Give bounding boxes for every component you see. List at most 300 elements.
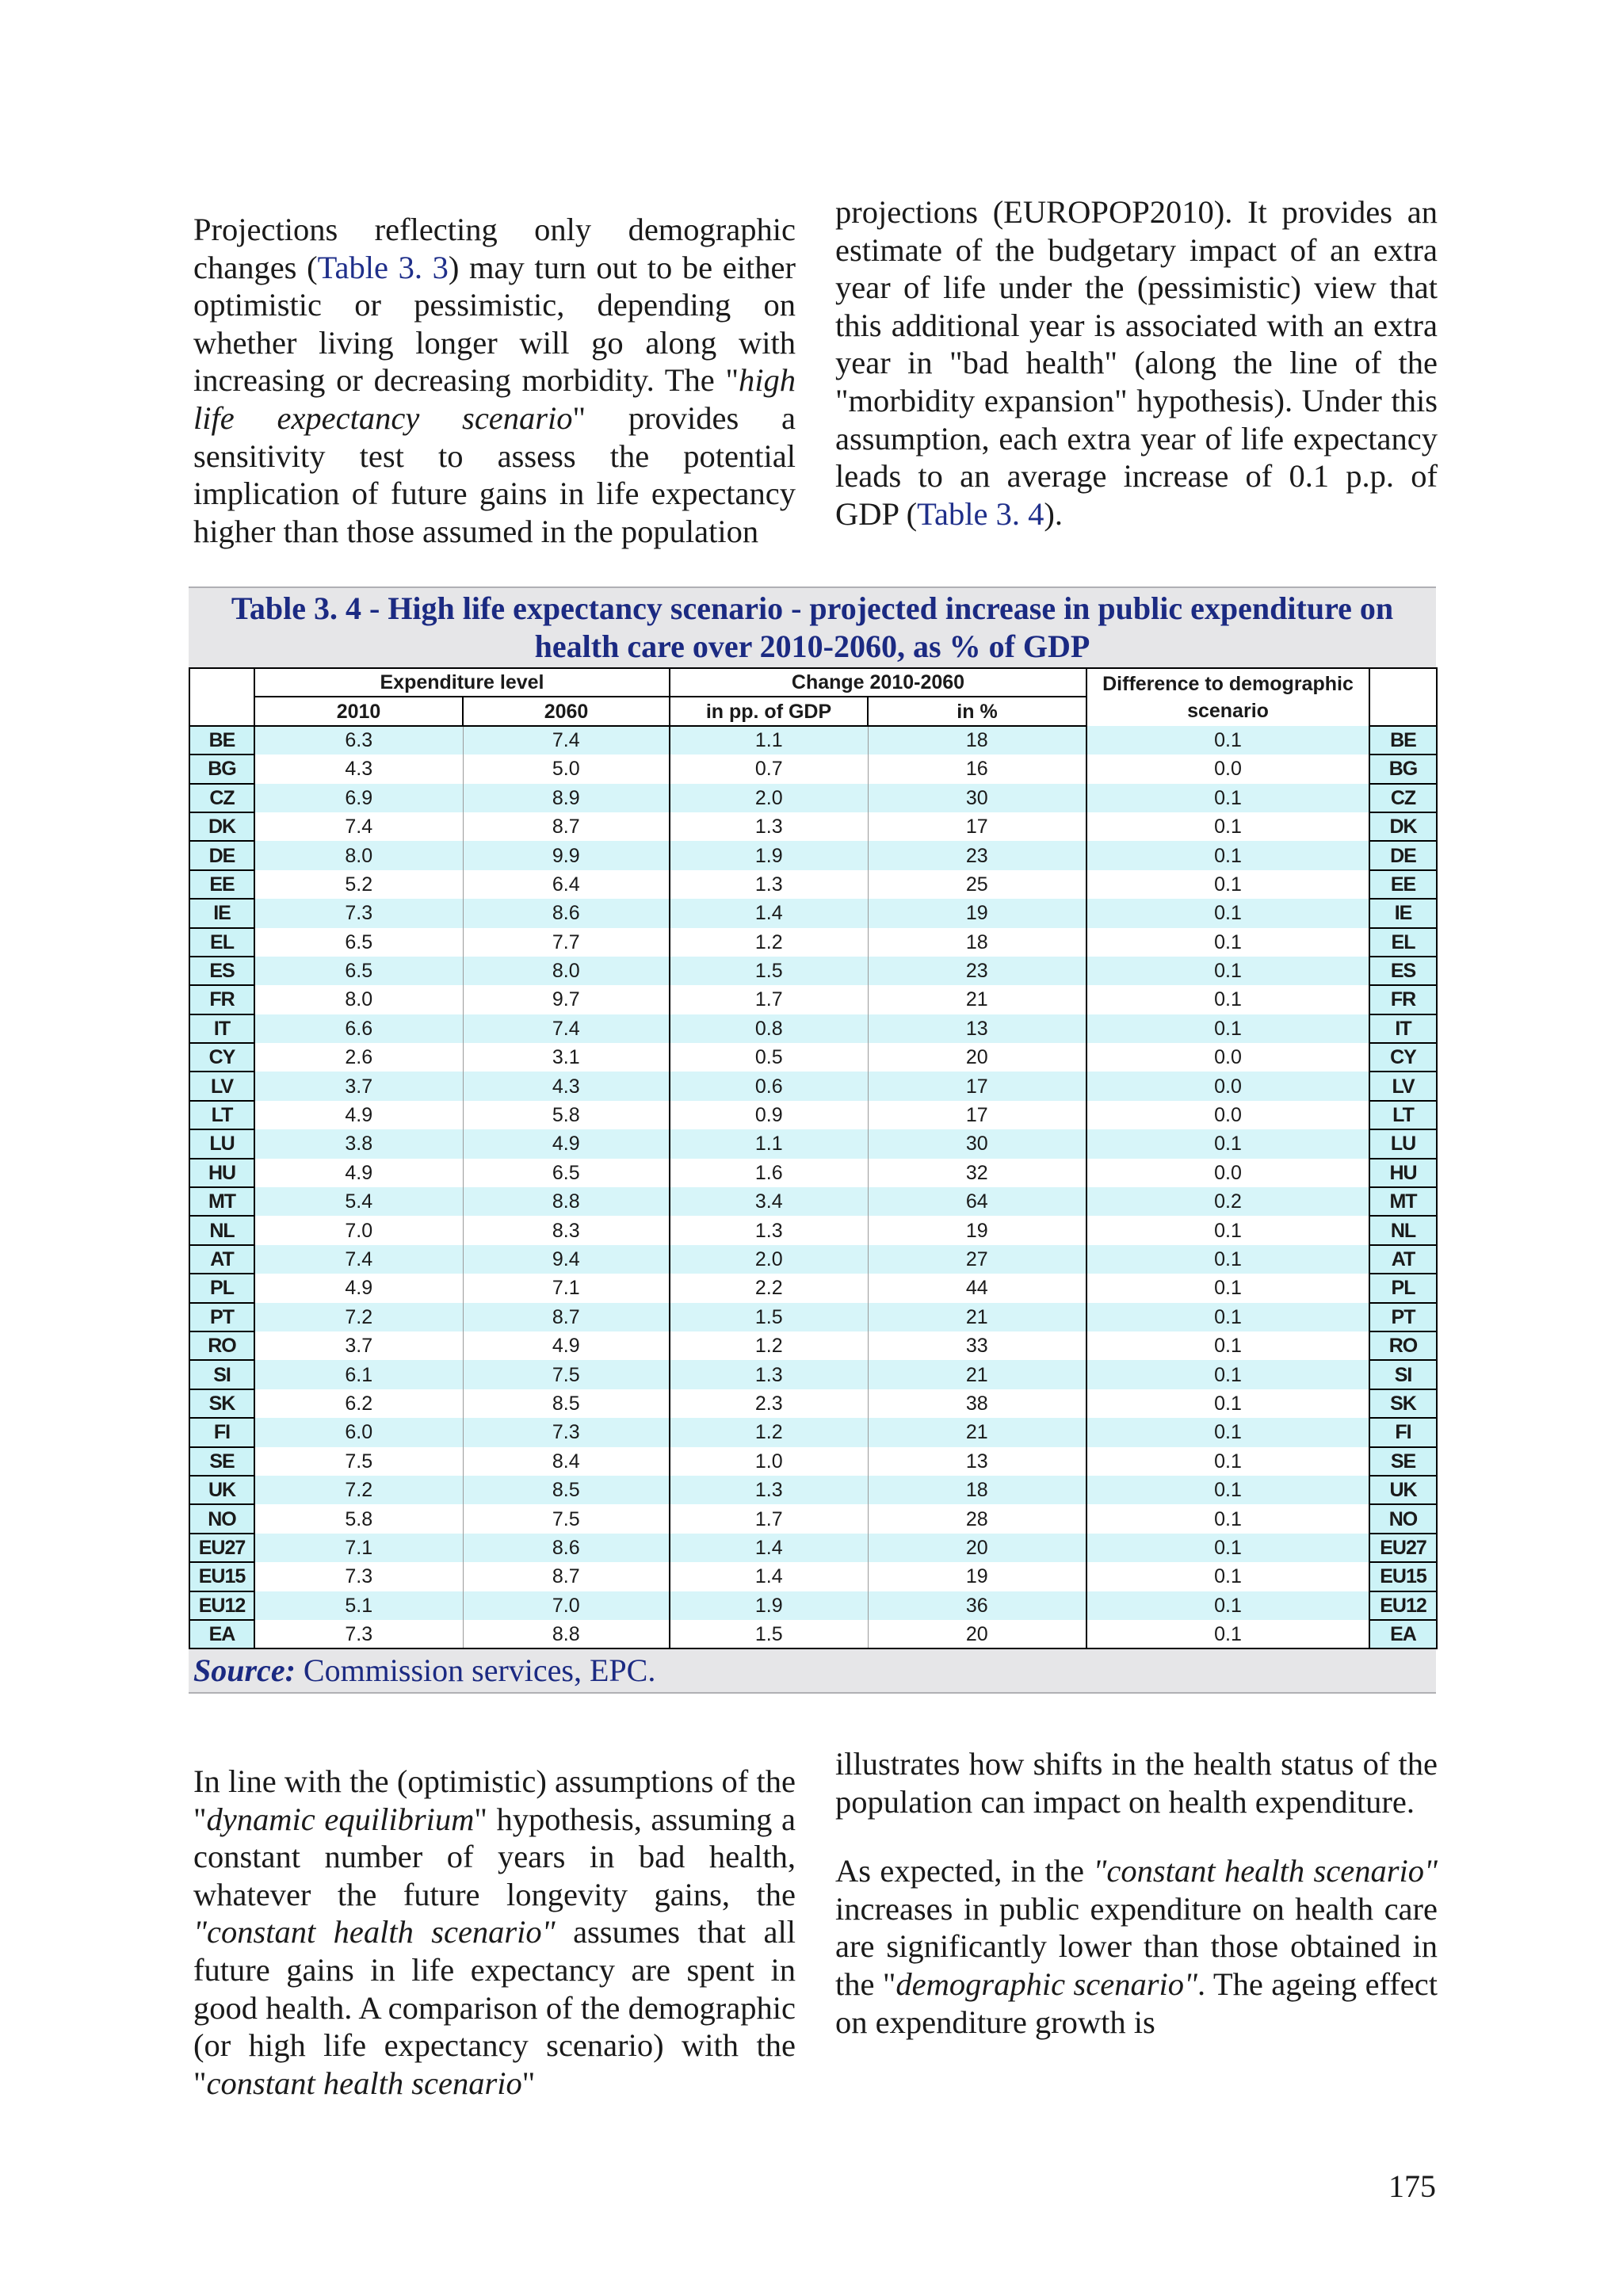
difference-cell: 0.1 <box>1086 928 1369 957</box>
value-2060-cell: 4.3 <box>463 1072 670 1100</box>
value-2060-cell: 8.8 <box>463 1620 670 1648</box>
country-code-cell: LV <box>189 1072 254 1100</box>
table-3-3-link[interactable]: Table 3. 3 <box>317 249 449 285</box>
change-pct-cell: 19 <box>868 899 1086 927</box>
country-code-cell-right: DK <box>1369 812 1437 841</box>
change-pp-cell: 1.2 <box>670 1331 868 1360</box>
difference-cell: 0.1 <box>1086 1418 1369 1446</box>
difference-cell: 0.1 <box>1086 1216 1369 1244</box>
country-code-cell: NO <box>189 1504 254 1533</box>
change-pp-cell: 2.3 <box>670 1389 868 1418</box>
change-pp-cell: 2.2 <box>670 1274 868 1302</box>
country-code-cell-right: LV <box>1369 1072 1437 1100</box>
value-2010-cell: 8.0 <box>254 985 463 1014</box>
country-code-cell: RO <box>189 1331 254 1360</box>
change-pp-cell: 1.2 <box>670 928 868 957</box>
text-run: ) may turn out to be either optimistic or pessimistic, depending on whether living longer will go along with increasing or decreasing morbidity. The " <box>193 249 796 399</box>
text-run: increases in public expenditure on health care are significantly lower than those obtained in the " <box>835 1890 1438 2002</box>
change-pct-cell: 30 <box>868 784 1086 812</box>
country-code-cell-right: PT <box>1369 1303 1437 1331</box>
difference-cell: 0.1 <box>1086 841 1369 869</box>
difference-cell: 0.1 <box>1086 1620 1369 1648</box>
value-2060-cell: 5.8 <box>463 1101 670 1129</box>
top-left-paragraph <box>193 211 796 550</box>
country-code-cell-right: HU <box>1369 1159 1437 1187</box>
table-row <box>189 1187 1437 1216</box>
text-run: " provides a sensitivity test to assess the potential implication of future gains in life expectancy higher than those assumed in the population <box>193 399 796 549</box>
country-code-cell: EL <box>189 928 254 957</box>
change-pct-cell: 19 <box>868 1216 1086 1244</box>
country-code-cell: CZ <box>189 784 254 812</box>
change-pp-cell: 1.4 <box>670 1562 868 1591</box>
value-2010-cell: 5.2 <box>254 870 463 899</box>
value-2010-cell: 7.3 <box>254 899 463 927</box>
value-2010-cell: 4.3 <box>254 755 463 783</box>
table-row <box>189 1274 1437 1302</box>
country-code-cell: BE <box>189 726 254 755</box>
country-code-cell-right: BE <box>1369 726 1437 755</box>
difference-cell: 0.1 <box>1086 1245 1369 1274</box>
value-2010-cell: 6.5 <box>254 928 463 957</box>
value-2010-cell: 5.8 <box>254 1504 463 1533</box>
change-pct-cell: 21 <box>868 1360 1086 1389</box>
value-2060-cell: 7.5 <box>463 1504 670 1533</box>
value-2060-cell: 8.6 <box>463 1534 670 1562</box>
table-row <box>189 812 1437 841</box>
value-2010-cell: 4.9 <box>254 1159 463 1187</box>
country-code-cell: PL <box>189 1274 254 1302</box>
difference-cell: 0.1 <box>1086 784 1369 812</box>
country-code-cell-right: FR <box>1369 985 1437 1014</box>
country-code-cell-right: EE <box>1369 870 1437 899</box>
table-row <box>189 1418 1437 1446</box>
emphasis-text: "constant health scenario" <box>193 1914 556 1950</box>
country-code-cell-right: SE <box>1369 1447 1437 1476</box>
value-2010-cell: 3.7 <box>254 1072 463 1100</box>
table-row <box>189 726 1437 755</box>
value-2010-cell: 7.1 <box>254 1534 463 1562</box>
value-2060-cell: 7.3 <box>463 1418 670 1446</box>
country-code-cell: NL <box>189 1216 254 1244</box>
country-code-cell: IT <box>189 1014 254 1043</box>
country-code-cell: EU27 <box>189 1534 254 1562</box>
value-2010-cell: 7.0 <box>254 1216 463 1244</box>
country-code-cell: FI <box>189 1418 254 1446</box>
value-2060-cell: 7.1 <box>463 1274 670 1302</box>
country-code-cell-right: NL <box>1369 1216 1437 1244</box>
change-pct-cell: 25 <box>868 870 1086 899</box>
change-pp-cell: 1.5 <box>670 1620 868 1648</box>
change-pp-cell: 2.0 <box>670 1245 868 1274</box>
text-run: assumes that all future gains in life expectancy are spent in good health. A comparison of the demographic (or high life expectancy scenario) with the " <box>193 1914 796 2101</box>
change-pp-cell: 0.5 <box>670 1043 868 1072</box>
difference-cell: 0.1 <box>1086 1014 1369 1043</box>
change-pct-cell: 21 <box>868 1303 1086 1331</box>
value-2060-cell: 9.7 <box>463 985 670 1014</box>
change-pct-cell: 17 <box>868 812 1086 841</box>
country-code-cell: IE <box>189 899 254 927</box>
table-row <box>189 985 1437 1014</box>
change-pp-cell: 1.3 <box>670 812 868 841</box>
change-pp-cell: 1.2 <box>670 1418 868 1446</box>
col-pp-gdp-header: in pp. of GDP <box>670 697 868 725</box>
country-code-cell: DE <box>189 841 254 869</box>
value-2010-cell: 6.6 <box>254 1014 463 1043</box>
difference-cell: 0.1 <box>1086 1447 1369 1476</box>
difference-cell: 0.1 <box>1086 1360 1369 1389</box>
difference-cell: 0.2 <box>1086 1187 1369 1216</box>
value-2060-cell: 7.5 <box>463 1360 670 1389</box>
value-2060-cell: 7.0 <box>463 1591 670 1620</box>
top-left-column <box>193 211 796 550</box>
difference-cell: 0.1 <box>1086 1534 1369 1562</box>
expenditure-level-header: Expenditure level <box>254 668 670 697</box>
table-caption: Table 3. 4 - High life expectancy scenario - projected increase in public expenditure on health care over 2010-2060, as % of GDP <box>189 586 1436 667</box>
table-row <box>189 1303 1437 1331</box>
change-pct-cell: 21 <box>868 1418 1086 1446</box>
value-2060-cell: 8.5 <box>463 1389 670 1418</box>
country-code-cell-right: EA <box>1369 1620 1437 1648</box>
text-run: As expected, in the <box>835 1853 1094 1889</box>
difference-cell: 0.1 <box>1086 870 1369 899</box>
bottom-left-paragraph <box>193 1763 796 2102</box>
table-3-4 <box>189 586 1436 1694</box>
country-code-cell-right: AT <box>1369 1245 1437 1274</box>
value-2060-cell: 8.9 <box>463 784 670 812</box>
difference-cell: 0.1 <box>1086 726 1369 755</box>
value-2060-cell: 9.4 <box>463 1245 670 1274</box>
change-pp-cell: 1.7 <box>670 985 868 1014</box>
emphasis-text: constant health scenario <box>206 2065 522 2101</box>
value-2010-cell: 7.3 <box>254 1562 463 1591</box>
value-2010-cell: 6.5 <box>254 957 463 985</box>
difference-cell: 0.1 <box>1086 1274 1369 1302</box>
change-pct-cell: 16 <box>868 755 1086 783</box>
value-2010-cell: 3.8 <box>254 1129 463 1158</box>
difference-cell: 0.1 <box>1086 1562 1369 1591</box>
difference-cell: 0.1 <box>1086 957 1369 985</box>
value-2060-cell: 8.6 <box>463 899 670 927</box>
value-2060-cell: 8.4 <box>463 1447 670 1476</box>
text-run: " hypothesis, assuming a constant number of years in bad health, whatever the future longevity gains, the <box>193 1801 796 1912</box>
value-2060-cell: 8.7 <box>463 1303 670 1331</box>
change-pct-cell: 33 <box>868 1331 1086 1360</box>
country-code-cell: LT <box>189 1101 254 1129</box>
change-pp-cell: 1.9 <box>670 841 868 869</box>
country-code-cell: DK <box>189 812 254 841</box>
data-table <box>189 667 1438 1649</box>
table-row <box>189 1014 1437 1043</box>
value-2060-cell: 6.5 <box>463 1159 670 1187</box>
change-pct-cell: 21 <box>868 985 1086 1014</box>
value-2060-cell: 3.1 <box>463 1043 670 1072</box>
value-2010-cell: 7.4 <box>254 812 463 841</box>
difference-cell: 0.1 <box>1086 1331 1369 1360</box>
text-run: projections (EUROPOP2010). It provides an estimate of the budgetary impact of an extra year of life under the (pessimistic) view that this additional year is associated with an extra year in "bad health" (along the line of the "morbidity expansion" hypothesis). Under this assumption, each extra year of life expectancy leads to an average increase of 0.1 p.p. of GDP ( <box>835 194 1438 532</box>
difference-cell: 0.1 <box>1086 812 1369 841</box>
value-2010-cell: 5.4 <box>254 1187 463 1216</box>
change-pct-cell: 64 <box>868 1187 1086 1216</box>
value-2010-cell: 7.5 <box>254 1447 463 1476</box>
country-code-cell: CY <box>189 1043 254 1072</box>
country-code-cell-right: BG <box>1369 755 1437 783</box>
country-code-cell: SE <box>189 1447 254 1476</box>
table-row <box>189 1129 1437 1158</box>
value-2010-cell: 7.4 <box>254 1245 463 1274</box>
top-right-column <box>835 193 1438 533</box>
value-2010-cell: 4.9 <box>254 1274 463 1302</box>
difference-cell: 0.1 <box>1086 1389 1369 1418</box>
change-pp-cell: 1.3 <box>670 1360 868 1389</box>
page-number: 175 <box>1388 2168 1436 2204</box>
table-row <box>189 1159 1437 1187</box>
value-2060-cell: 6.4 <box>463 870 670 899</box>
change-pct-cell: 23 <box>868 957 1086 985</box>
change-pp-cell: 1.0 <box>670 1447 868 1476</box>
change-pp-cell: 1.3 <box>670 1216 868 1244</box>
change-header: Change 2010-2060 <box>670 668 1086 697</box>
value-2010-cell: 6.0 <box>254 1418 463 1446</box>
difference-cell: 0.1 <box>1086 985 1369 1014</box>
difference-cell: 0.1 <box>1086 899 1369 927</box>
country-code-cell-right: RO <box>1369 1331 1437 1360</box>
text-run: " <box>521 2065 536 2101</box>
country-code-cell-right: LT <box>1369 1101 1437 1129</box>
difference-cell: 0.0 <box>1086 755 1369 783</box>
value-2060-cell: 8.0 <box>463 957 670 985</box>
bottom-right-paragraph-1 <box>835 1745 1438 1820</box>
change-pp-cell: 0.9 <box>670 1101 868 1129</box>
change-pp-cell: 0.7 <box>670 755 868 783</box>
corner-cell-left <box>189 668 254 726</box>
change-pp-cell: 1.1 <box>670 1129 868 1158</box>
value-2060-cell: 8.5 <box>463 1476 670 1504</box>
table-row <box>189 1101 1437 1129</box>
difference-cell: 0.1 <box>1086 1476 1369 1504</box>
change-pp-cell: 2.0 <box>670 784 868 812</box>
value-2010-cell: 4.9 <box>254 1101 463 1129</box>
table-row <box>189 1389 1437 1418</box>
bottom-right-paragraph-2 <box>835 1852 1438 2041</box>
text-run: In line with the (optimistic) assumptions of the " <box>193 1763 796 1837</box>
change-pct-cell: 27 <box>868 1245 1086 1274</box>
corner-cell-right <box>1369 668 1437 726</box>
change-pp-cell: 0.8 <box>670 1014 868 1043</box>
table-row <box>189 1072 1437 1100</box>
value-2060-cell: 4.9 <box>463 1129 670 1158</box>
change-pct-cell: 19 <box>868 1562 1086 1591</box>
change-pct-cell: 20 <box>868 1620 1086 1648</box>
change-pp-cell: 1.6 <box>670 1159 868 1187</box>
difference-cell: 0.1 <box>1086 1303 1369 1331</box>
table-row <box>189 1591 1437 1620</box>
country-code-cell-right: LU <box>1369 1129 1437 1158</box>
change-pct-cell: 13 <box>868 1014 1086 1043</box>
difference-cell: 0.1 <box>1086 1129 1369 1158</box>
table-row <box>189 1216 1437 1244</box>
table-row <box>189 957 1437 985</box>
value-2060-cell: 8.3 <box>463 1216 670 1244</box>
table-row <box>189 870 1437 899</box>
difference-cell: 0.0 <box>1086 1072 1369 1100</box>
table-3-4-link[interactable]: Table 3. 4 <box>917 495 1044 532</box>
change-pp-cell: 1.3 <box>670 1476 868 1504</box>
country-code-cell: FR <box>189 985 254 1014</box>
value-2010-cell: 3.7 <box>254 1331 463 1360</box>
country-code-cell-right: SK <box>1369 1389 1437 1418</box>
country-code-cell: EA <box>189 1620 254 1648</box>
difference-cell: 0.1 <box>1086 1504 1369 1533</box>
change-pp-cell: 1.1 <box>670 726 868 755</box>
country-code-cell: PT <box>189 1303 254 1331</box>
change-pp-cell: 3.4 <box>670 1187 868 1216</box>
table-row <box>189 1331 1437 1360</box>
country-code-cell-right: CZ <box>1369 784 1437 812</box>
table-row <box>189 1245 1437 1274</box>
country-code-cell-right: FI <box>1369 1418 1437 1446</box>
country-code-cell-right: EU15 <box>1369 1562 1437 1591</box>
value-2060-cell: 8.8 <box>463 1187 670 1216</box>
top-right-paragraph <box>835 193 1438 533</box>
text-run: Projections reflecting only demographic changes ( <box>193 212 796 285</box>
country-code-cell-right: MT <box>1369 1187 1437 1216</box>
country-code-cell: SI <box>189 1360 254 1389</box>
value-2010-cell: 7.3 <box>254 1620 463 1648</box>
table-row <box>189 1476 1437 1504</box>
country-code-cell-right: EL <box>1369 928 1437 957</box>
value-2060-cell: 5.0 <box>463 755 670 783</box>
country-code-cell-right: DE <box>1369 841 1437 869</box>
source-label: Source: <box>193 1652 296 1689</box>
source-text: Commission services, EPC. <box>295 1652 656 1689</box>
change-pct-cell: 17 <box>868 1101 1086 1129</box>
value-2060-cell: 7.4 <box>463 726 670 755</box>
change-pct-cell: 23 <box>868 841 1086 869</box>
country-code-cell-right: IE <box>1369 899 1437 927</box>
text-run: . The ageing effect on expenditure growth is <box>835 1966 1438 2040</box>
value-2010-cell: 7.2 <box>254 1303 463 1331</box>
table-row <box>189 928 1437 957</box>
change-pp-cell: 1.4 <box>670 899 868 927</box>
value-2060-cell: 7.4 <box>463 1014 670 1043</box>
value-2060-cell: 8.7 <box>463 812 670 841</box>
country-code-cell: EE <box>189 870 254 899</box>
difference-cell: 0.0 <box>1086 1159 1369 1187</box>
value-2010-cell: 2.6 <box>254 1043 463 1072</box>
change-pp-cell: 1.7 <box>670 1504 868 1533</box>
difference-cell: 0.0 <box>1086 1101 1369 1129</box>
table-row <box>189 1620 1437 1648</box>
table-row <box>189 841 1437 869</box>
change-pct-cell: 38 <box>868 1389 1086 1418</box>
table-row <box>189 1360 1437 1389</box>
col-2010-header: 2010 <box>254 697 463 725</box>
col-pct-header: in % <box>868 697 1086 725</box>
change-pct-cell: 13 <box>868 1447 1086 1476</box>
change-pp-cell: 1.9 <box>670 1591 868 1620</box>
country-code-cell-right: EU12 <box>1369 1591 1437 1620</box>
change-pct-cell: 18 <box>868 928 1086 957</box>
country-code-cell: UK <box>189 1476 254 1504</box>
country-code-cell: AT <box>189 1245 254 1274</box>
value-2060-cell: 9.9 <box>463 841 670 869</box>
change-pp-cell: 1.4 <box>670 1534 868 1562</box>
table-row <box>189 755 1437 783</box>
country-code-cell-right: NO <box>1369 1504 1437 1533</box>
difference-cell: 0.1 <box>1086 1591 1369 1620</box>
country-code-cell: MT <box>189 1187 254 1216</box>
country-code-cell-right: IT <box>1369 1014 1437 1043</box>
change-pct-cell: 20 <box>868 1534 1086 1562</box>
table-row <box>189 899 1437 927</box>
country-code-cell: ES <box>189 957 254 985</box>
value-2010-cell: 5.1 <box>254 1591 463 1620</box>
table-row <box>189 1504 1437 1533</box>
country-code-cell-right: EU27 <box>1369 1534 1437 1562</box>
value-2060-cell: 7.7 <box>463 928 670 957</box>
table-source <box>189 1649 1436 1694</box>
country-code-cell-right: ES <box>1369 957 1437 985</box>
country-code-cell-right: UK <box>1369 1476 1437 1504</box>
emphasis-text: dynamic equilibrium <box>206 1801 475 1837</box>
country-code-cell: EU15 <box>189 1562 254 1591</box>
value-2010-cell: 6.2 <box>254 1389 463 1418</box>
value-2010-cell: 7.2 <box>254 1476 463 1504</box>
value-2060-cell: 8.7 <box>463 1562 670 1591</box>
difference-cell: 0.0 <box>1086 1043 1369 1072</box>
value-2060-cell: 4.9 <box>463 1331 670 1360</box>
change-pp-cell: 1.3 <box>670 870 868 899</box>
emphasis-text: "constant health scenario" <box>1093 1853 1438 1889</box>
table-row <box>189 1043 1437 1072</box>
change-pct-cell: 28 <box>868 1504 1086 1533</box>
country-code-cell: BG <box>189 755 254 783</box>
change-pp-cell: 1.5 <box>670 957 868 985</box>
change-pct-cell: 30 <box>868 1129 1086 1158</box>
table-row <box>189 1534 1437 1562</box>
change-pp-cell: 1.5 <box>670 1303 868 1331</box>
text-run: ). <box>1044 495 1064 532</box>
bottom-right-column <box>835 1745 1438 2041</box>
table-row <box>189 1447 1437 1476</box>
country-code-cell-right: SI <box>1369 1360 1437 1389</box>
change-pct-cell: 18 <box>868 1476 1086 1504</box>
bottom-left-column <box>193 1763 796 2102</box>
value-2010-cell: 8.0 <box>254 841 463 869</box>
value-2010-cell: 6.3 <box>254 726 463 755</box>
difference-header: Difference to demographic scenario <box>1086 668 1369 726</box>
country-code-cell: LU <box>189 1129 254 1158</box>
emphasis-text: demographic scenario" <box>896 1966 1198 2002</box>
change-pct-cell: 32 <box>868 1159 1086 1187</box>
value-2010-cell: 6.1 <box>254 1360 463 1389</box>
country-code-cell: SK <box>189 1389 254 1418</box>
table-row <box>189 1562 1437 1591</box>
change-pp-cell: 0.6 <box>670 1072 868 1100</box>
change-pct-cell: 44 <box>868 1274 1086 1302</box>
change-pct-cell: 36 <box>868 1591 1086 1620</box>
change-pct-cell: 18 <box>868 726 1086 755</box>
change-pct-cell: 17 <box>868 1072 1086 1100</box>
emphasis-text: high life expectancy scenario <box>193 362 796 436</box>
text-run: illustrates how shifts in the health status of the population can impact on health expenditure. <box>835 1746 1438 1820</box>
value-2010-cell: 6.9 <box>254 784 463 812</box>
country-code-cell-right: PL <box>1369 1274 1437 1302</box>
country-code-cell: EU12 <box>189 1591 254 1620</box>
table-body <box>189 726 1437 1649</box>
table-row <box>189 784 1437 812</box>
country-code-cell: HU <box>189 1159 254 1187</box>
